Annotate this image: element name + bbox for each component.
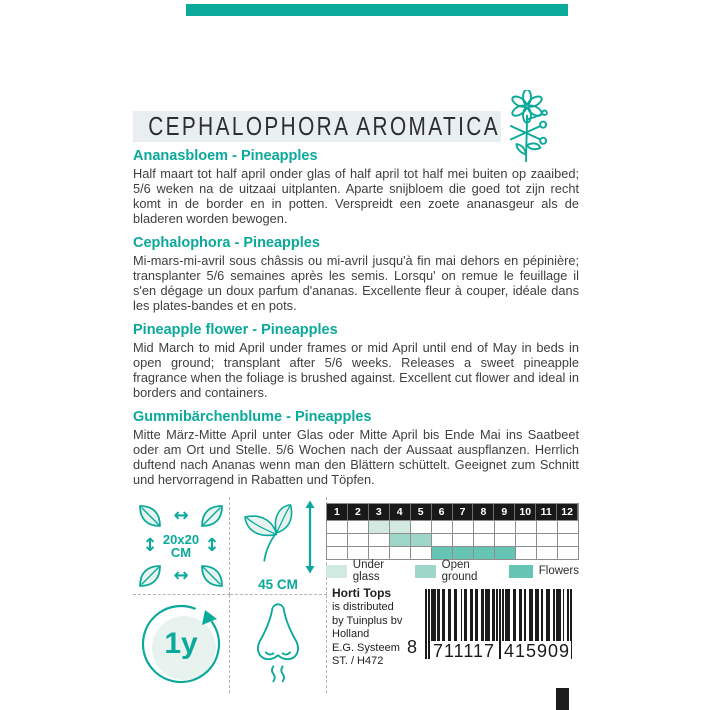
distributor-name: Horti Tops [332, 586, 392, 600]
calendar-row [327, 546, 578, 559]
month-header-cell: 5 [411, 504, 432, 520]
calendar-cell [390, 534, 411, 546]
month-header-cell: 4 [390, 504, 411, 520]
calendar-cell [411, 547, 432, 559]
calendar-cell [432, 521, 453, 533]
calendar-cell [369, 547, 390, 559]
calendar-cell [537, 547, 558, 559]
legend-swatch [509, 565, 533, 578]
culture-icon-grid [133, 497, 327, 693]
distributor-block [332, 587, 402, 668]
calendar-cell [390, 521, 411, 533]
calendar-legend [326, 559, 579, 583]
calendar-cell [348, 534, 369, 546]
plant-height-panel [230, 497, 327, 595]
legend-swatch [326, 565, 347, 578]
month-header-cell: 2 [348, 504, 369, 520]
horizontal-arrow-icon: ↔ [173, 564, 189, 586]
legend-swatch [415, 565, 436, 578]
calendar-cell [516, 521, 537, 533]
distributor-line: E.G. Systeem [332, 641, 400, 654]
month-header-cell: 1 [327, 504, 348, 520]
distributor-line: by Tuinplus bv [332, 614, 403, 627]
spacing-label: 20x20 CM [162, 531, 200, 560]
title-band [133, 111, 501, 142]
calendar-cell [327, 534, 348, 546]
calendar-cell [474, 521, 495, 533]
month-header-cell: 11 [536, 504, 557, 520]
section-dutch [133, 148, 579, 226]
barcode [407, 589, 579, 667]
fragrance-panel [230, 595, 327, 693]
barcode-digits-right: 415909 [503, 641, 571, 661]
month-header-cell: 3 [369, 504, 390, 520]
plant-spacing-panel [133, 497, 230, 595]
distributor-line: Holland [332, 628, 370, 641]
sowing-calendar [326, 503, 579, 560]
month-header-cell: 10 [515, 504, 536, 520]
sprout-icon [238, 499, 294, 563]
horizontal-arrow-icon: ↔ [173, 504, 189, 526]
section-body: Mi-mars-mi-avril sous châssis ou mi-avril jusqu'à fin mai dehors en pépinière; transplanter 5/6 semaines après les semis. Lorsqu' on remue le feuillage il s'en dégage un doux parfum d'ananas. Excellente fleur à couper, idéale dans les plates-bandes et en pots. [133, 253, 579, 313]
section-english [133, 322, 579, 400]
barcode-digit-first: 8 [407, 637, 418, 657]
height-label: 45 CM [258, 577, 298, 592]
calendar-row [327, 533, 578, 546]
section-heading: Gummibärchenblume - Pineapples [133, 409, 372, 425]
legend-item [415, 559, 500, 583]
month-header-cell: 6 [432, 504, 453, 520]
barcode-digits-left: 711117 [430, 641, 498, 662]
distributor-line: ST. / H472 [332, 655, 384, 668]
legend-item [326, 559, 406, 583]
calendar-cell [411, 521, 432, 533]
legend-label: Under glass [352, 559, 385, 583]
top-accent-bar [186, 4, 568, 16]
calendar-cell [327, 521, 348, 533]
calendar-cell [558, 534, 578, 546]
month-header-cell: 8 [473, 504, 494, 520]
calendar-cell [327, 547, 348, 559]
calendar-cell [432, 547, 453, 559]
calendar-cell [474, 534, 495, 546]
section-german [133, 409, 579, 487]
calendar-cell [453, 521, 474, 533]
month-header-cell: 12 [557, 504, 578, 520]
legend-label: Open ground [441, 559, 478, 583]
calendar-cell [348, 547, 369, 559]
calendar-cell [390, 547, 411, 559]
seed-viability-panel [133, 595, 230, 693]
calendar-cell [516, 534, 537, 546]
calendar-cell [453, 534, 474, 546]
leaf-icon [199, 503, 225, 529]
section-body: Half maart tot half april onder glas of half april tot half mei buiten op zaaibed; 5/6 weken na de uitzaai uitplanten. Aparte snijbloem die goed tot zijn recht komt in de border en in potten. Verspreidt een zoete ananasgeur als de bladeren worden bewogen. [133, 166, 579, 226]
print-registration-mark [556, 688, 569, 710]
section-heading: Pineapple flower - Pineapples [133, 322, 338, 338]
height-arrow-icon [302, 499, 318, 575]
calendar-cell [495, 547, 516, 559]
calendar-cell [474, 547, 495, 559]
calendar-cell [495, 521, 516, 533]
description-sections [133, 148, 579, 496]
section-body: Mid March to mid April under frames or mid April until end of May in beds in open ground; transplant after 5/6 weeks. Releases a sweet pineapple fragrance when the foliage is brushed against. Excellent cut flower and ideal in borders and containers. [133, 340, 579, 400]
calendar-cell [537, 521, 558, 533]
section-french [133, 235, 579, 313]
section-heading: Cephalophora - Pineapples [133, 235, 320, 251]
calendar-cell [369, 521, 390, 533]
calendar-cell [558, 521, 578, 533]
vertical-arrow-icon: ↕ [142, 534, 158, 556]
calendar-cell [348, 521, 369, 533]
leaf-icon [137, 563, 163, 589]
legend-item [509, 565, 579, 578]
calendar-cell [453, 547, 474, 559]
calendar-cell [432, 534, 453, 546]
calendar-cell [495, 534, 516, 546]
distributor-line: is distributed [332, 601, 394, 614]
calendar-cell [411, 534, 432, 546]
section-body: Mitte März-Mitte April unter Glas oder Mitte April bis Ende Mai ins Saatbeet oder am Ort und Stelle. 5/6 Wochen nach der Aussaat auspflanzen. Herrlich duftend nach Ananas wenn man den Blättern schüttelt. Geeignet zum Schnitt und hervorragend in Rabatten und Töpfen. [133, 427, 579, 487]
legend-label: Flowers [538, 565, 579, 577]
calendar-row [327, 520, 578, 533]
vertical-arrow-icon: ↕ [204, 534, 220, 556]
leaf-icon [199, 563, 225, 589]
calendar-cell [516, 547, 537, 559]
section-heading: Ananasbloem - Pineapples [133, 148, 318, 164]
nose-icon [250, 601, 306, 687]
calendar-cell [558, 547, 578, 559]
calendar-cell [369, 534, 390, 546]
page-title: CEPHALOPHORA AROMATICA [148, 111, 500, 141]
month-header-cell: 7 [453, 504, 474, 520]
month-header-cell: 9 [494, 504, 515, 520]
viability-label: 1y [164, 627, 198, 660]
leaf-icon [137, 503, 163, 529]
calendar-cell [537, 534, 558, 546]
